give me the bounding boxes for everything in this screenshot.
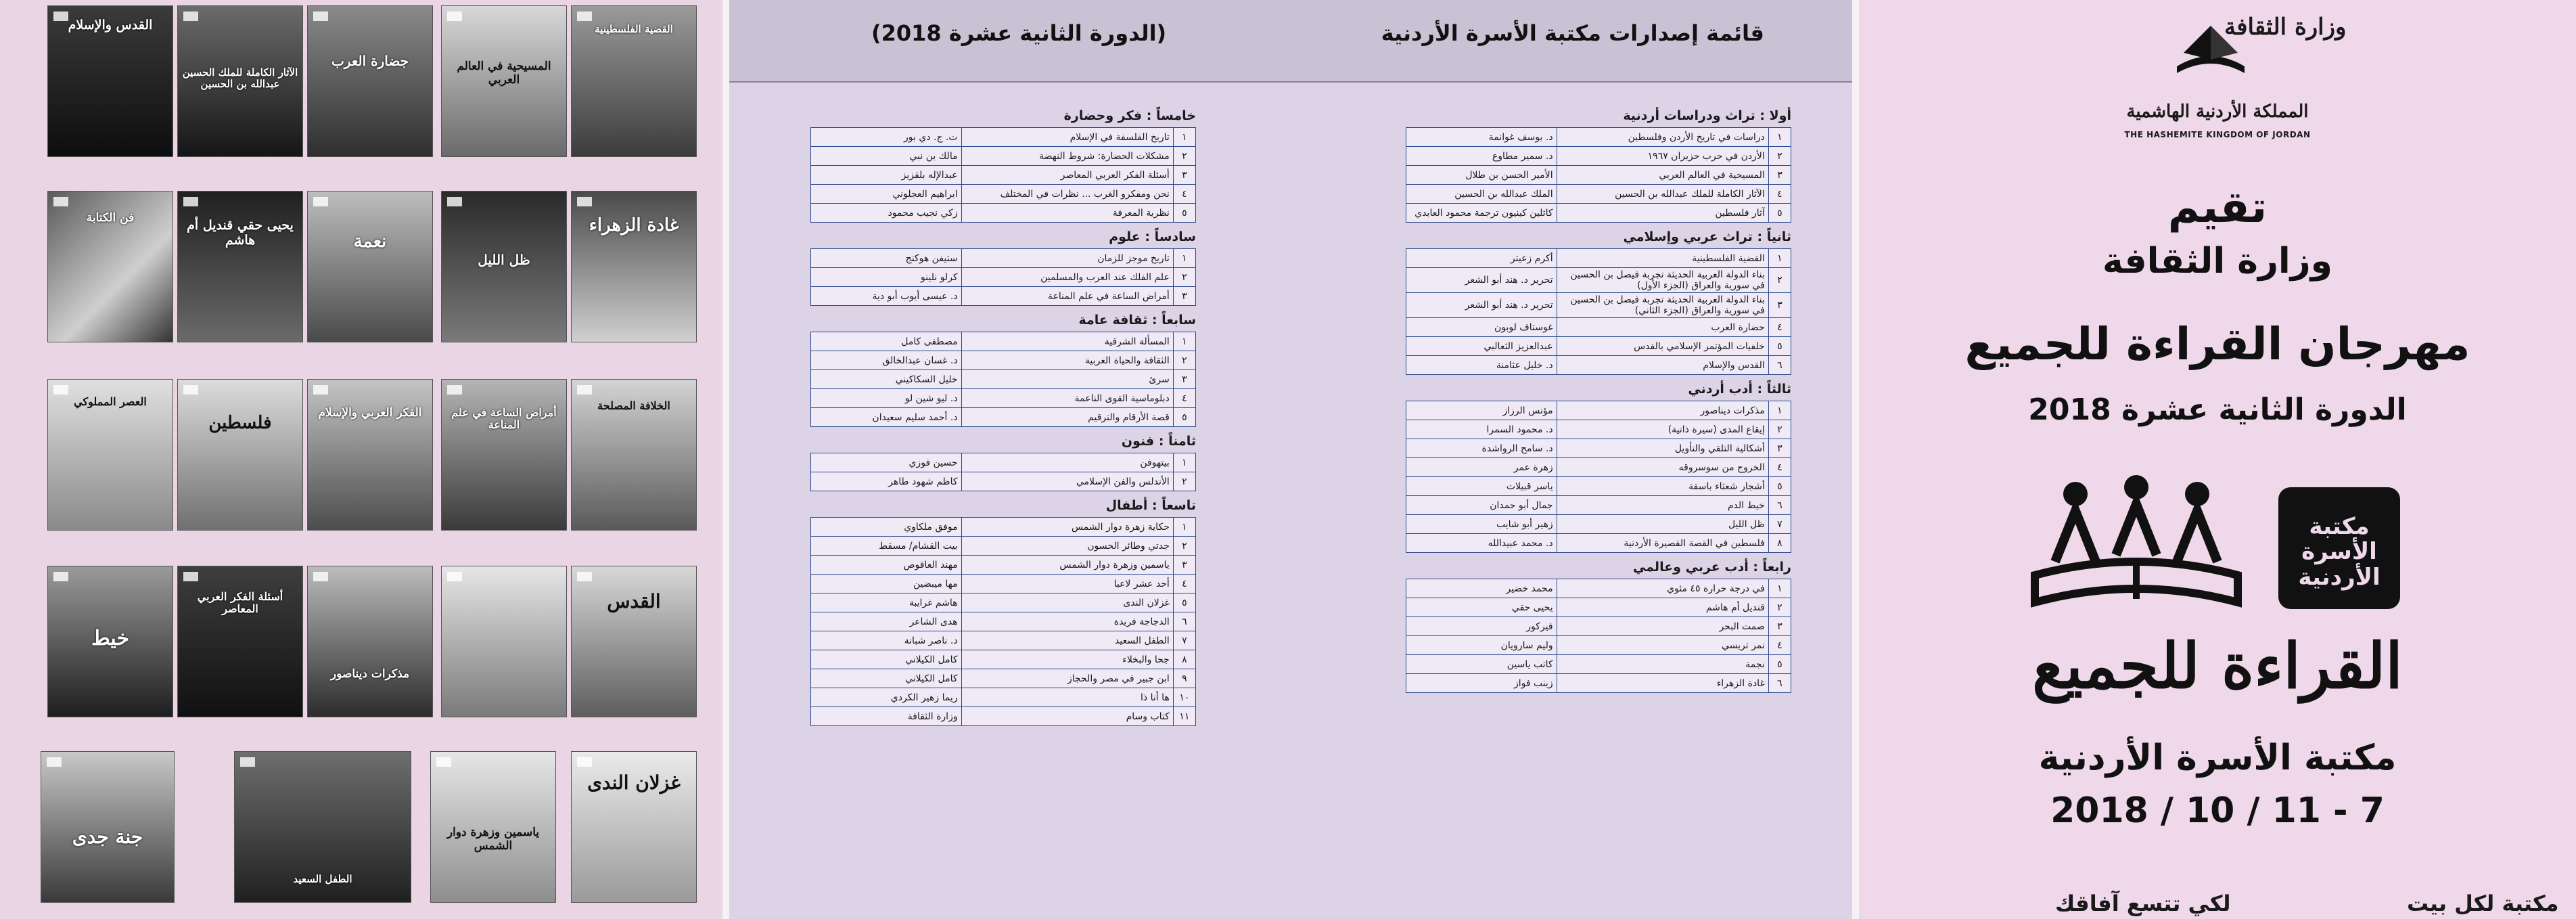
section-title: سادساً : علوم: [1109, 229, 1196, 244]
row-number: ٥: [1173, 204, 1195, 223]
book-cover-title: الطفل السعيد: [293, 873, 352, 885]
row-number: ٢: [1768, 147, 1791, 166]
table-row: [811, 408, 1196, 427]
row-number: ١: [1173, 518, 1195, 537]
book-title: المسيحية في العالم العربي: [1557, 166, 1768, 185]
book-title: نمر تريسي: [1557, 636, 1768, 655]
row-number: ١: [1173, 453, 1195, 472]
book-author: ياسر قبيلات: [1406, 477, 1557, 496]
row-number: ٥: [1768, 655, 1791, 674]
book-title: بيتهوفن: [961, 453, 1173, 472]
row-number: ٣: [1173, 370, 1195, 389]
table-row: [1406, 337, 1791, 356]
book-title: ابن جبير في مصر والحجاز: [961, 669, 1173, 688]
book-author: وزارة الثقافة: [811, 707, 962, 726]
book-title: الخروج من سوسروقه: [1557, 458, 1768, 477]
table-row: [1406, 534, 1791, 553]
book-author: زكي نجيب محمود: [811, 204, 962, 223]
book-cover: [307, 5, 433, 157]
table-row: [1406, 318, 1791, 337]
row-number: ١: [1173, 332, 1195, 351]
row-number: ٥: [1173, 408, 1195, 427]
table-row: [811, 472, 1196, 491]
book-title: جحا والبخلاء: [961, 650, 1173, 669]
book-cover: [441, 5, 567, 157]
festival-title: مهرجان القراءة للجميع: [1964, 318, 2470, 370]
table-row: [1406, 128, 1791, 147]
list-column-left: [810, 102, 1196, 726]
book-title: سرئ: [961, 370, 1173, 389]
books-table: [1406, 248, 1791, 375]
book-title: دراسات في تاريخ الأردن وفلسطين: [1557, 128, 1768, 147]
book-cover: [571, 191, 697, 342]
table-row: [1406, 420, 1791, 439]
table-row: [1406, 293, 1791, 318]
row-number: ١: [1173, 249, 1195, 268]
book-cover: [571, 751, 697, 903]
books-table: [810, 332, 1196, 427]
book-author: موفق ملكاوي: [811, 518, 962, 537]
section-title: سابعاً : ثقافة عامة: [1078, 313, 1196, 328]
book-cover: [571, 379, 697, 531]
book-author: كاثلين كينيون ترجمة محمود العابدي: [1406, 204, 1557, 223]
book-title: دبلوماسية القوى الناعمة: [961, 389, 1173, 408]
table-row: [1406, 636, 1791, 655]
section-title: خامساً : فكر وحضارة: [1063, 108, 1196, 123]
book-author: يحيى حقي: [1406, 598, 1557, 617]
book-cover-title: أمراض الساعة في علم المناعة: [451, 406, 557, 432]
book-title: الآثار الكاملة للملك عبدالله بن الحسين: [1557, 185, 1768, 204]
book-title: الدجاجة فريدة: [961, 612, 1173, 631]
section-title: رابعاً : أدب عربي وعالمي: [1632, 560, 1791, 575]
row-number: ١١: [1173, 707, 1195, 726]
book-title: الطفل السعيد: [961, 631, 1173, 650]
book-cover: [307, 191, 433, 342]
row-number: ٨: [1768, 534, 1791, 553]
book-title: صمت البحر: [1557, 617, 1768, 636]
table-row: [811, 249, 1196, 268]
table-row: [811, 669, 1196, 688]
row-number: ٧: [1768, 515, 1791, 534]
book-title: بناء الدولة العربية الحديثة تجربة فيصل بن الحسين في سورية والعراق (الجزء الأول): [1557, 268, 1768, 293]
book-cover: [41, 751, 175, 903]
library-name: مكتبة الأسرة الأردنية: [2038, 738, 2397, 778]
book-title: نظرية المعرفة: [961, 204, 1173, 223]
section-title: تاسعاً : أطفال: [1105, 498, 1196, 513]
book-cover-title: نعمة: [353, 231, 387, 252]
row-number: ٣: [1768, 439, 1791, 458]
row-number: ٤: [1768, 458, 1791, 477]
book-author: مصطفى كامل: [811, 332, 962, 351]
book-author: ت. ج. دي بور: [811, 128, 962, 147]
table-row: [811, 631, 1196, 650]
book-author: هاشم غرايبة: [811, 593, 962, 612]
table-row: [811, 688, 1196, 707]
book-author: د. خليل عثامنة: [1406, 356, 1557, 375]
book-author: محمد خضير: [1406, 579, 1557, 598]
table-row: [811, 204, 1196, 223]
book-author: د. ناصر شبانة: [811, 631, 962, 650]
row-number: ٢: [1173, 147, 1195, 166]
book-author: د. محمد عبيدالله: [1406, 534, 1557, 553]
book-author: هدى الشاعر: [811, 612, 962, 631]
section-title: أولا : تراث ودراسات أردنية: [1623, 108, 1791, 123]
book-cover-title: جنة جدى: [72, 826, 143, 848]
row-number: ١: [1768, 249, 1791, 268]
book-cover-title: خيط: [91, 627, 130, 650]
table-row: [1406, 655, 1791, 674]
book-cover: [571, 566, 697, 717]
table-row: [811, 166, 1196, 185]
book-author: الملك عبدالله بن الحسين: [1406, 185, 1557, 204]
book-cover-title: ظل الليل: [478, 252, 530, 268]
book-cover: [441, 191, 567, 342]
row-number: ٣: [1173, 556, 1195, 575]
table-row: [811, 370, 1196, 389]
row-number: ٤: [1173, 185, 1195, 204]
book-author: عبدالعزيز الثعالبي: [1406, 337, 1557, 356]
book-cover: [177, 5, 303, 157]
books-table: [810, 127, 1196, 223]
book-author: ستيفن هوكنج: [811, 249, 962, 268]
book-author: زهرة عمر: [1406, 458, 1557, 477]
table-row: [811, 612, 1196, 631]
table-row: [811, 556, 1196, 575]
table-row: [811, 650, 1196, 669]
row-number: ٥: [1768, 337, 1791, 356]
book-cover: [47, 566, 173, 717]
book-cover: [307, 566, 433, 717]
row-number: ٦: [1173, 612, 1195, 631]
book-cover-title: القدس: [607, 590, 661, 612]
table-row: [1406, 617, 1791, 636]
book-cover-title: الخلافة المصلحة: [597, 399, 670, 412]
book-title: نحن ومفكرو الغرب ... نظرات في المختلف: [961, 185, 1173, 204]
table-row: [1406, 147, 1791, 166]
table-row: [1406, 356, 1791, 375]
book-cover-title: القدس والإسلام: [68, 18, 153, 32]
table-row: [811, 593, 1196, 612]
family-library-logo-text: مكتبة الأسرة الأردنية: [2298, 513, 2380, 591]
book-title: أسئلة الفكر العربي المعاصر: [961, 166, 1173, 185]
book-title: نجمة: [1557, 655, 1768, 674]
table-row: [811, 453, 1196, 472]
row-number: ٢: [1173, 472, 1195, 491]
book-author: د. ليو شين لو: [811, 389, 962, 408]
row-number: ٣: [1768, 617, 1791, 636]
book-title: جدتي وطائر الحسون: [961, 537, 1173, 556]
book-cover-title: ياسمين وزهرة دوار الشمس: [446, 826, 540, 853]
book-title: أشكالية التلقي والتأويل: [1557, 439, 1768, 458]
book-author: د. سمير مطاوع: [1406, 147, 1557, 166]
book-title: مذكرات ديناصور: [1557, 401, 1768, 420]
book-cover: [571, 5, 697, 157]
section-title: ثالثاً : أدب أردني: [1688, 382, 1791, 397]
book-title: أمراض الساعة في علم المناعة: [961, 287, 1173, 306]
festival-dates: 2018 / 10 / 11 - 7: [2050, 790, 2385, 831]
list-column-right: [1406, 102, 1791, 693]
table-row: [811, 537, 1196, 556]
row-number: ١: [1768, 128, 1791, 147]
book-cover: [177, 566, 303, 717]
table-row: [811, 351, 1196, 370]
kingdom-name-english: THE HASHEMITE KINGDOM OF JORDAN: [2124, 130, 2311, 139]
list-edition: (الدورة الثانية عشرة 2018): [871, 20, 1167, 46]
table-row: [811, 287, 1196, 306]
book-author: د. عيسى أيوب أبو دية: [811, 287, 962, 306]
book-cover-title: مذكرات ديناصور: [330, 667, 410, 681]
row-number: ٥: [1768, 477, 1791, 496]
book-author: مالك بن نبي: [811, 147, 962, 166]
book-author: زينب فواز: [1406, 674, 1557, 693]
section-title: ثامناً : فنون: [1121, 434, 1196, 449]
table-row: [811, 389, 1196, 408]
book-title: غزلان الندى: [961, 593, 1173, 612]
book-title: حكاية زهرة دوار الشمس: [961, 518, 1173, 537]
book-author: كرلو نلينو: [811, 268, 962, 287]
table-row: [1406, 598, 1791, 617]
book-cover-title: فلسطين: [208, 413, 272, 433]
row-number: ٢: [1768, 268, 1791, 293]
row-number: ١: [1768, 401, 1791, 420]
book-title: فلسطين في القصة القصيرة الأردنية: [1557, 534, 1768, 553]
book-author: وليم سارويان: [1406, 636, 1557, 655]
table-row: [1406, 458, 1791, 477]
book-author: مؤنس الرزاز: [1406, 401, 1557, 420]
table-row: [1406, 477, 1791, 496]
row-number: ٦: [1768, 496, 1791, 515]
section-title: ثانياً : تراث عربي وإسلامي: [1623, 229, 1791, 244]
book-author: كاظم شهود طاهر: [811, 472, 962, 491]
row-number: ٢: [1768, 420, 1791, 439]
row-number: ٦: [1768, 356, 1791, 375]
book-author: تحرير د. هند أبو الشعر: [1406, 293, 1557, 318]
book-author: غوستاف لوبون: [1406, 318, 1557, 337]
row-number: ٤: [1173, 575, 1195, 593]
book-author: حسين فوزي: [811, 453, 962, 472]
book-cover: [47, 5, 173, 157]
table-row: [1406, 579, 1791, 598]
book-cover: [441, 566, 567, 717]
books-table: [810, 517, 1196, 726]
book-cover-title: القضية الفلسطينية: [595, 23, 673, 35]
table-row: [1406, 249, 1791, 268]
row-number: ٢: [1173, 268, 1195, 287]
row-number: ١٠: [1173, 688, 1195, 707]
row-number: ٤: [1173, 389, 1195, 408]
book-title: تاريخ موجز للزمان: [961, 249, 1173, 268]
book-author: تحرير د. هند أبو الشعر: [1406, 268, 1557, 293]
table-row: [811, 707, 1196, 726]
book-author: د. محمود السمرا: [1406, 420, 1557, 439]
book-title: أحد عشر لاعبا: [961, 575, 1173, 593]
book-title: القضية الفلسطينية: [1557, 249, 1768, 268]
book-author: أكرم زعيتر: [1406, 249, 1557, 268]
book-cover: [441, 379, 567, 531]
book-author: د. سامح الرواشدة: [1406, 439, 1557, 458]
row-number: ٨: [1173, 650, 1195, 669]
slogan-left: لكي تتسع آفاقك: [2055, 891, 2231, 916]
book-cover: [47, 191, 173, 342]
book-covers-panel: [0, 0, 729, 919]
row-number: ٢: [1173, 537, 1195, 556]
book-title: قنديل أم هاشم: [1557, 598, 1768, 617]
reading-for-all-script: القراءة للجميع: [2032, 629, 2403, 702]
row-number: ٣: [1768, 166, 1791, 185]
table-row: [811, 147, 1196, 166]
row-number: ٥: [1768, 204, 1791, 223]
row-number: ٤: [1768, 185, 1791, 204]
row-number: ١: [1768, 579, 1791, 598]
table-row: [1406, 204, 1791, 223]
slogan-right: مكتبة لكل بيت: [2407, 891, 2559, 916]
book-cover-title: المسيحية في العالم العربي: [457, 60, 551, 87]
book-title: بناء الدولة العربية الحديثة تجربة فيصل بن الحسين في سورية والعراق (الجزء الثاني): [1557, 293, 1768, 318]
book-title: الأندلس والفن الإسلامي: [961, 472, 1173, 491]
table-row: [811, 268, 1196, 287]
books-table: [1406, 401, 1791, 553]
books-table: [810, 453, 1196, 491]
book-title: تاريخ الفلسفة في الإسلام: [961, 128, 1173, 147]
book-author: الأمير الحسن بن طلال: [1406, 166, 1557, 185]
reading-for-all-logo-icon: [2028, 474, 2245, 636]
row-number: ٣: [1173, 287, 1195, 306]
book-author: مها ميبضين: [811, 575, 962, 593]
presents-text: تقيم: [2167, 183, 2268, 233]
table-row: [1406, 185, 1791, 204]
book-cover: [307, 379, 433, 531]
book-author: عبدالإله بلقزيز: [811, 166, 962, 185]
row-number: ٦: [1768, 674, 1791, 693]
book-cover-title: غزلان الندى: [587, 771, 681, 794]
book-title: ياسمين وزهرة دوار الشمس: [961, 556, 1173, 575]
book-title: المسألة الشرقية: [961, 332, 1173, 351]
book-author: د. يوسف غوانمة: [1406, 128, 1557, 147]
book-title: إيقاع المدى (سيرة ذاتية): [1557, 420, 1768, 439]
book-cover: [430, 751, 556, 903]
book-author: ابراهيم العجلوني: [811, 185, 962, 204]
row-number: ٩: [1173, 669, 1195, 688]
table-row: [811, 518, 1196, 537]
ministry-text: وزارة الثقافة: [2102, 241, 2332, 282]
book-author: ريما زهير الكردي: [811, 688, 962, 707]
book-title: مشكلات الحضارة: شروط النهضة: [961, 147, 1173, 166]
book-author: كامل الكيلاني: [811, 650, 962, 669]
book-title: الأردن في حرب حزيران ١٩٦٧: [1557, 147, 1768, 166]
table-row: [1406, 496, 1791, 515]
book-author: كامل الكيلاني: [811, 669, 962, 688]
table-row: [1406, 515, 1791, 534]
table-row: [1406, 166, 1791, 185]
book-title: ظل الليل: [1557, 515, 1768, 534]
book-author: كاتب ياسين: [1406, 655, 1557, 674]
book-author: بيت القشام/ مسقط: [811, 537, 962, 556]
book-title: كتاب وسام: [961, 707, 1173, 726]
table-row: [1406, 401, 1791, 420]
book-title: خلفيات المؤتمر الإسلامي بالقدس: [1557, 337, 1768, 356]
book-title: علم الفلك عند العرب والمسلمين: [961, 268, 1173, 287]
edition-text: الدورة الثانية عشرة 2018: [2028, 393, 2407, 427]
front-cover-panel: [1859, 0, 2576, 919]
book-author: فيركور: [1406, 617, 1557, 636]
row-number: ٣: [1173, 166, 1195, 185]
table-row: [1406, 674, 1791, 693]
list-header: [729, 0, 1859, 83]
row-number: ٢: [1173, 351, 1195, 370]
list-title: قائمة إصدارات مكتبة الأسرة الأردنية: [1381, 20, 1764, 46]
book-cover-title: العصر المملوكي: [74, 395, 147, 408]
book-cover-title: الآثار الكاملة للملك الحسين عبدالله بن الحسين: [182, 66, 298, 91]
books-table: [810, 248, 1196, 306]
row-number: ٢: [1768, 598, 1791, 617]
book-cover: [234, 751, 411, 903]
kingdom-name-arabic: المملكة الأردنية الهاشمية: [2126, 102, 2309, 122]
book-title: أشجار شعثاء باسقة: [1557, 477, 1768, 496]
book-author: د. غسان عبدالخالق: [811, 351, 962, 370]
table-row: [811, 185, 1196, 204]
book-title: القدس والإسلام: [1557, 356, 1768, 375]
table-row: [811, 332, 1196, 351]
book-cover-title: غادة الزهراء: [589, 215, 679, 236]
book-cover: [47, 379, 173, 531]
book-cover-title: أسئلة الفكر العربي المعاصر: [197, 590, 283, 616]
row-number: ١: [1173, 128, 1195, 147]
book-cover-title: الفكر العربي والإسلام: [318, 406, 422, 420]
row-number: ٤: [1768, 636, 1791, 655]
row-number: ٥: [1173, 593, 1195, 612]
table-row: [811, 575, 1196, 593]
book-author: زهير أبو شايب: [1406, 515, 1557, 534]
book-title: ها أنا ذا: [961, 688, 1173, 707]
books-table: [1406, 127, 1791, 223]
table-row: [1406, 439, 1791, 458]
book-author: مهند العاقوص: [811, 556, 962, 575]
row-number: ٧: [1173, 631, 1195, 650]
book-cover-title: يحيى حقي قنديل أم هاشم: [187, 218, 294, 248]
row-number: ٤: [1768, 318, 1791, 337]
books-table: [1406, 579, 1791, 693]
book-title: حضارة العرب: [1557, 318, 1768, 337]
book-title: في درجة حرارة ٤٥ مئوي: [1557, 579, 1768, 598]
book-title: غادة الزهراء: [1557, 674, 1768, 693]
table-row: [811, 128, 1196, 147]
book-title: قصة الأرقام والترقيم: [961, 408, 1173, 427]
book-title: خيط الدم: [1557, 496, 1768, 515]
book-author: جمال أبو حمدان: [1406, 496, 1557, 515]
book-title: الثقافة والحياة العربية: [961, 351, 1173, 370]
book-author: خليل السكاكيني: [811, 370, 962, 389]
book-cover: [177, 191, 303, 342]
book-cover-title: فن الكتابة: [86, 211, 135, 225]
publications-list-panel: [729, 0, 1859, 919]
row-number: ٣: [1768, 293, 1791, 318]
book-cover-title: جضارة العرب: [331, 53, 409, 69]
ministry-logo-text: وزارة الثقافة: [2224, 14, 2347, 41]
table-row: [1406, 268, 1791, 293]
book-title: آثار فلسطين: [1557, 204, 1768, 223]
book-cover: [177, 379, 303, 531]
book-author: د. أحمد سليم سعيدان: [811, 408, 962, 427]
